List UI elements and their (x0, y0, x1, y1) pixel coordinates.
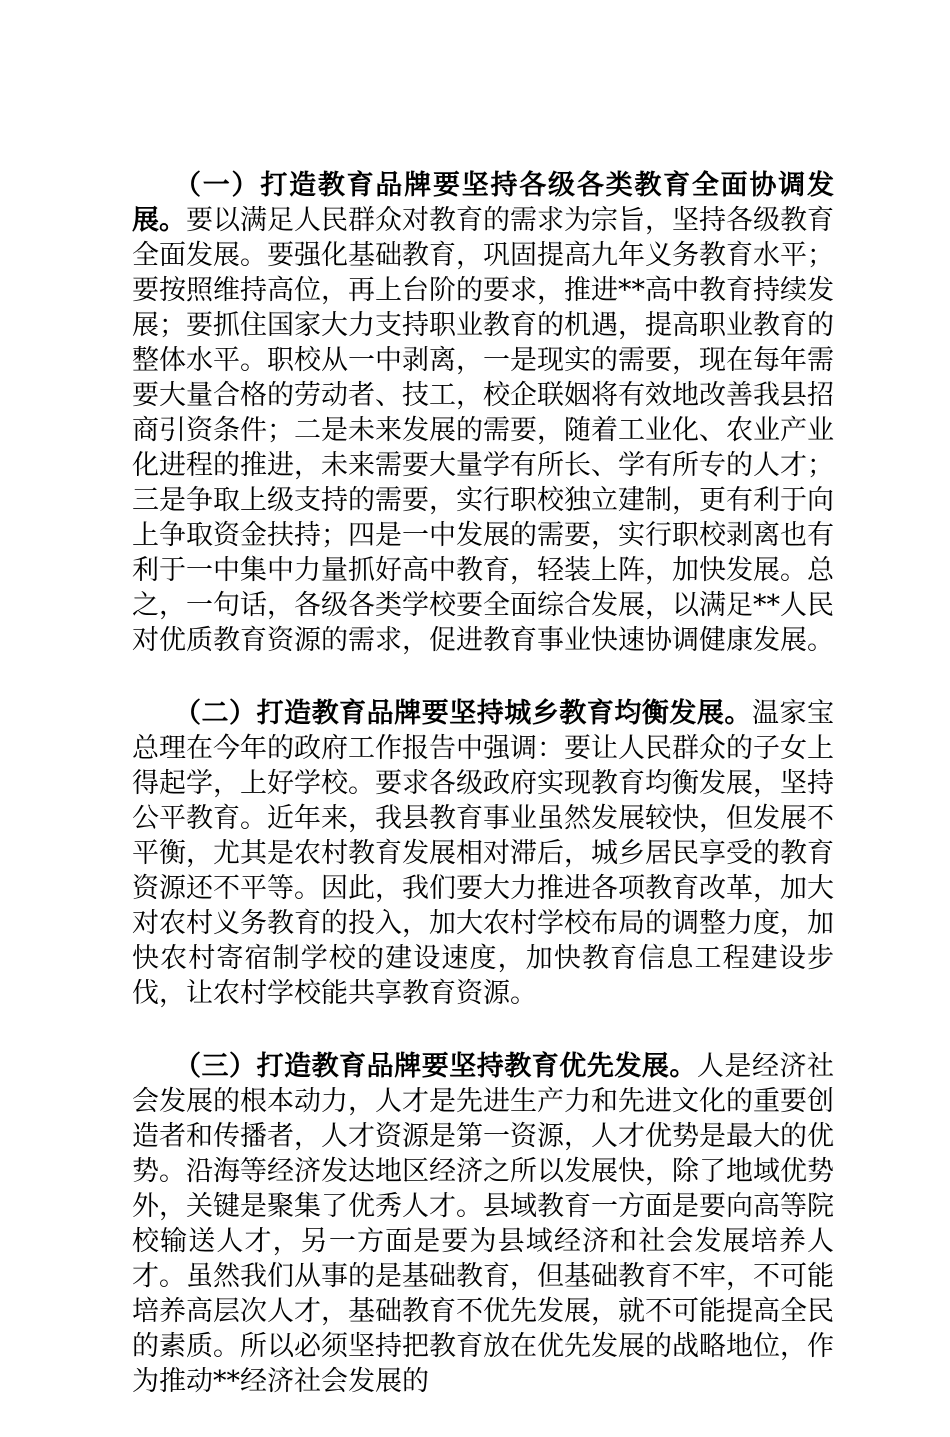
paragraph-1-heading: （一）打造教育品牌要坚持各级各类教育全面协调发展。 (132, 170, 834, 236)
document-page (132, 168, 834, 1437)
paragraph-3 (132, 1049, 834, 1399)
paragraph-2-body: 温家宝总理在今年的政府工作报告中强调：要让人民群众的子女上得起学，上好学校。要求各级政府实现教育均衡发展，坚持公平教育。近年来，我县教育事业虽然发展较快，但发展不平衡，尤其是农村教育发展相对滞后，城乡居民享受的教育资源还不平等。因此，我们要大力推进各项教育改革，加大对农村义务教育的投入，加大农村学校布局的调整力度，加快农村寄宿制学校的建设速度，加快教育信息工程建设步伐，让农村学校能共享教育资源。 (132, 698, 835, 1009)
paragraph-1 (132, 168, 834, 658)
paragraph-3-heading: （三）打造教育品牌要坚持教育优先发展。 (174, 1051, 697, 1082)
paragraph-2 (132, 696, 834, 1011)
paragraph-1-body: 要以满足人民群众对教育的需求为宗旨，坚持各级教育全面发展。要强化基础教育，巩固提高九年义务教育水平；要按照维持高位，再上台阶的要求，推进**高中教育持续发展；要抓住国家大力支持职业教育的机遇，提高职业教育的整体水平。职校从一中剥离，一是现实的需要，现在每年需要大量合格的劳动者、技工，校企联姻将有效地改善我县招商引资条件；二是未来发展的需要，随着工业化、农业产业化进程的推进，未来需要大量学有所长、学有所专的人才；三是争取上级支持的需要，实行职校独立建制，更有利于向上争取资金扶持；四是一中发展的需要，实行职校剥离也有利于一中集中力量抓好高中教育，轻装上阵，加快发展。总之，一句话，各级各类学校要全面综合发展，以满足**人民对优质教育资源的需求，促进教育事业快速协调健康发展。 (132, 205, 834, 656)
paragraph-3-body: 人是经济社会发展的根本动力，人才是先进生产力和先进文化的重要创造者和传播者，人才资源是第一资源，人才优势是最大的优势。沿海等经济发达地区经济之所以发展快，除了地域优势外，关键是聚集了优秀人才。县域教育一方面是要向高等院校输送人才，另一方面是要为县域经济和社会发展培养人才。虽然我们从事的是基础教育，但基础教育不牢，不可能培养高层次人才，基础教育不优先发展，就不可能提高全民的素质。所以必须坚持把教育放在优先发展的战略地位，作为推动**经济社会发展的 (132, 1051, 835, 1397)
paragraph-2-heading: （二）打造教育品牌要坚持城乡教育均衡发展。 (174, 698, 752, 729)
